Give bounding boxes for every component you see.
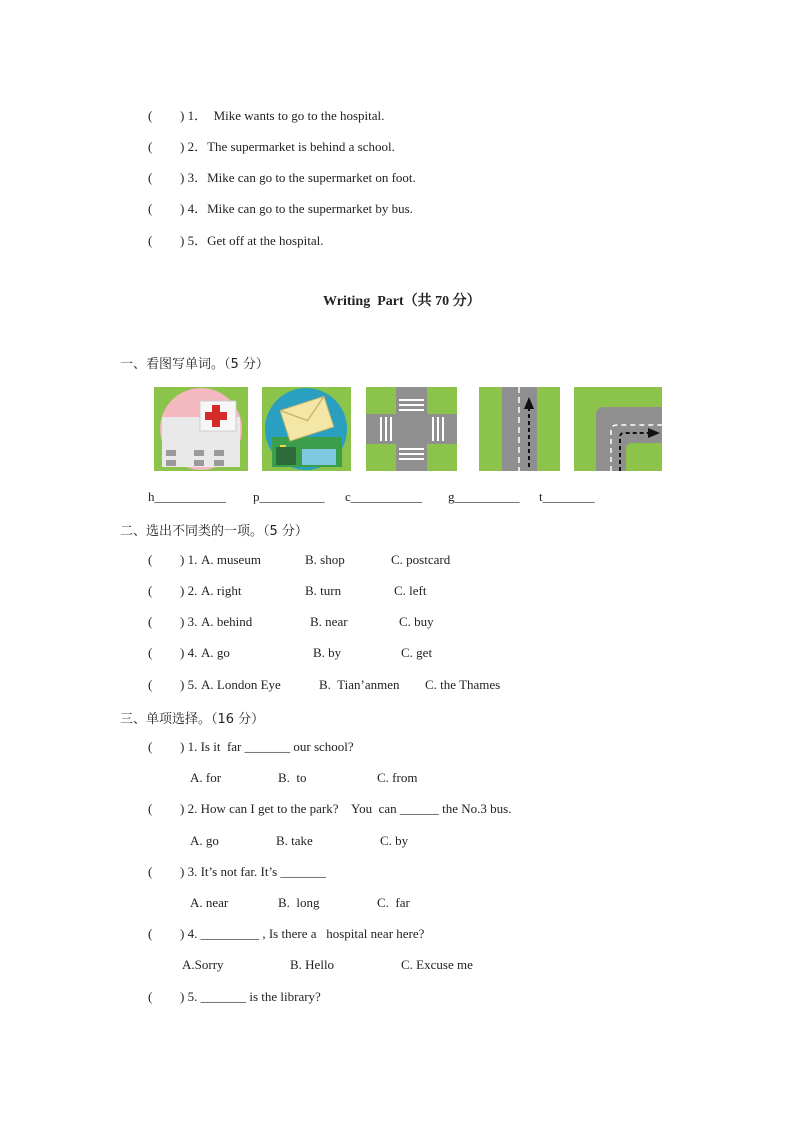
list-item: ( ) 2．The supermarket is behind a school. bbox=[148, 139, 395, 154]
option-a[interactable]: A. London Eye bbox=[201, 677, 281, 692]
page-title: Writing Part（共 70 分） bbox=[323, 294, 481, 309]
option-c[interactable]: C. by bbox=[380, 833, 409, 848]
section-heading: 三、单项选择。（16 分） bbox=[120, 712, 265, 727]
option-a[interactable]: A. go bbox=[201, 645, 230, 660]
option-a[interactable]: A. near bbox=[190, 895, 229, 910]
list-item: ( ) 3．Mike can go to the supermarket on foot. bbox=[148, 170, 416, 185]
option-a[interactable]: A.Sorry bbox=[182, 957, 224, 972]
crossing-icon bbox=[366, 387, 457, 471]
section-heading: 二、选出不同类的一项。（5 分） bbox=[120, 524, 308, 539]
turn-right-icon bbox=[574, 387, 662, 471]
list-item: ( ) 5．Get off at the hospital. bbox=[148, 233, 324, 248]
option-c[interactable]: C. far bbox=[377, 895, 410, 910]
post-office-icon bbox=[262, 387, 351, 471]
list-item: ( ) 4．Mike can go to the supermarket by bus. bbox=[148, 201, 413, 216]
list-item: ( ) 3. It’s not far. It’s _______ bbox=[148, 864, 326, 879]
option-c[interactable]: C. from bbox=[377, 770, 418, 785]
list-item: ( ) 1. Is it far _______ our school? bbox=[148, 739, 354, 754]
section-heading: 一、看图写单词。（5 分） bbox=[120, 357, 269, 372]
option-b[interactable]: B. to bbox=[278, 770, 307, 785]
answer-paren[interactable]: ( bbox=[148, 108, 153, 123]
answer-paren[interactable]: ( bbox=[148, 233, 153, 248]
blank-p[interactable]: p__________ bbox=[253, 489, 325, 504]
option-b[interactable]: B. take bbox=[276, 833, 313, 848]
option-b[interactable]: B. Tian’anmen bbox=[319, 677, 400, 692]
option-a[interactable]: A. for bbox=[190, 770, 222, 785]
option-b[interactable]: B. by bbox=[313, 645, 342, 660]
option-b[interactable]: B. long bbox=[278, 895, 320, 910]
option-b[interactable]: B. shop bbox=[305, 552, 345, 567]
list-item: ( ) 5. _______ is the library? bbox=[148, 989, 321, 1004]
answer-paren[interactable]: ( bbox=[148, 170, 153, 185]
list-item: ( ) 5. bbox=[148, 677, 198, 692]
blank-c[interactable]: c___________ bbox=[345, 489, 423, 504]
hospital-icon bbox=[154, 387, 248, 471]
list-item: ( ) 4. bbox=[148, 645, 198, 660]
option-c[interactable]: C. the Thames bbox=[425, 677, 501, 692]
option-a[interactable]: A. behind bbox=[201, 614, 253, 629]
list-item: ( ) 2. How can I get to the park? You can ______ the No.3 bus. bbox=[148, 801, 512, 816]
blank-t[interactable]: t________ bbox=[539, 489, 595, 504]
list-item: ( ) 1． Mike wants to go to the hospital. bbox=[148, 108, 385, 123]
go-straight-icon bbox=[479, 387, 560, 471]
list-item: ( ) 1. bbox=[148, 552, 198, 567]
list-item: ( ) 2. bbox=[148, 583, 198, 598]
option-a[interactable]: A. go bbox=[190, 833, 219, 848]
option-c[interactable]: C. buy bbox=[399, 614, 434, 629]
blank-h[interactable]: h___________ bbox=[148, 489, 226, 504]
option-c[interactable]: C. Excuse me bbox=[401, 957, 473, 972]
list-item: ( ) 3. bbox=[148, 614, 198, 629]
option-a[interactable]: A. museum bbox=[201, 552, 261, 567]
blank-g[interactable]: g__________ bbox=[448, 489, 520, 504]
answer-paren[interactable]: ( bbox=[148, 139, 153, 154]
option-c[interactable]: C. left bbox=[394, 583, 427, 598]
option-b[interactable]: B. turn bbox=[305, 583, 342, 598]
option-a[interactable]: A. right bbox=[201, 583, 242, 598]
option-c[interactable]: C. postcard bbox=[391, 552, 451, 567]
list-item: ( ) 4. _________ , Is there a hospital near here? bbox=[148, 926, 425, 941]
option-b[interactable]: B. near bbox=[310, 614, 348, 629]
answer-paren[interactable]: ( bbox=[148, 201, 153, 216]
option-c[interactable]: C. get bbox=[401, 645, 433, 660]
option-b[interactable]: B. Hello bbox=[290, 957, 335, 972]
